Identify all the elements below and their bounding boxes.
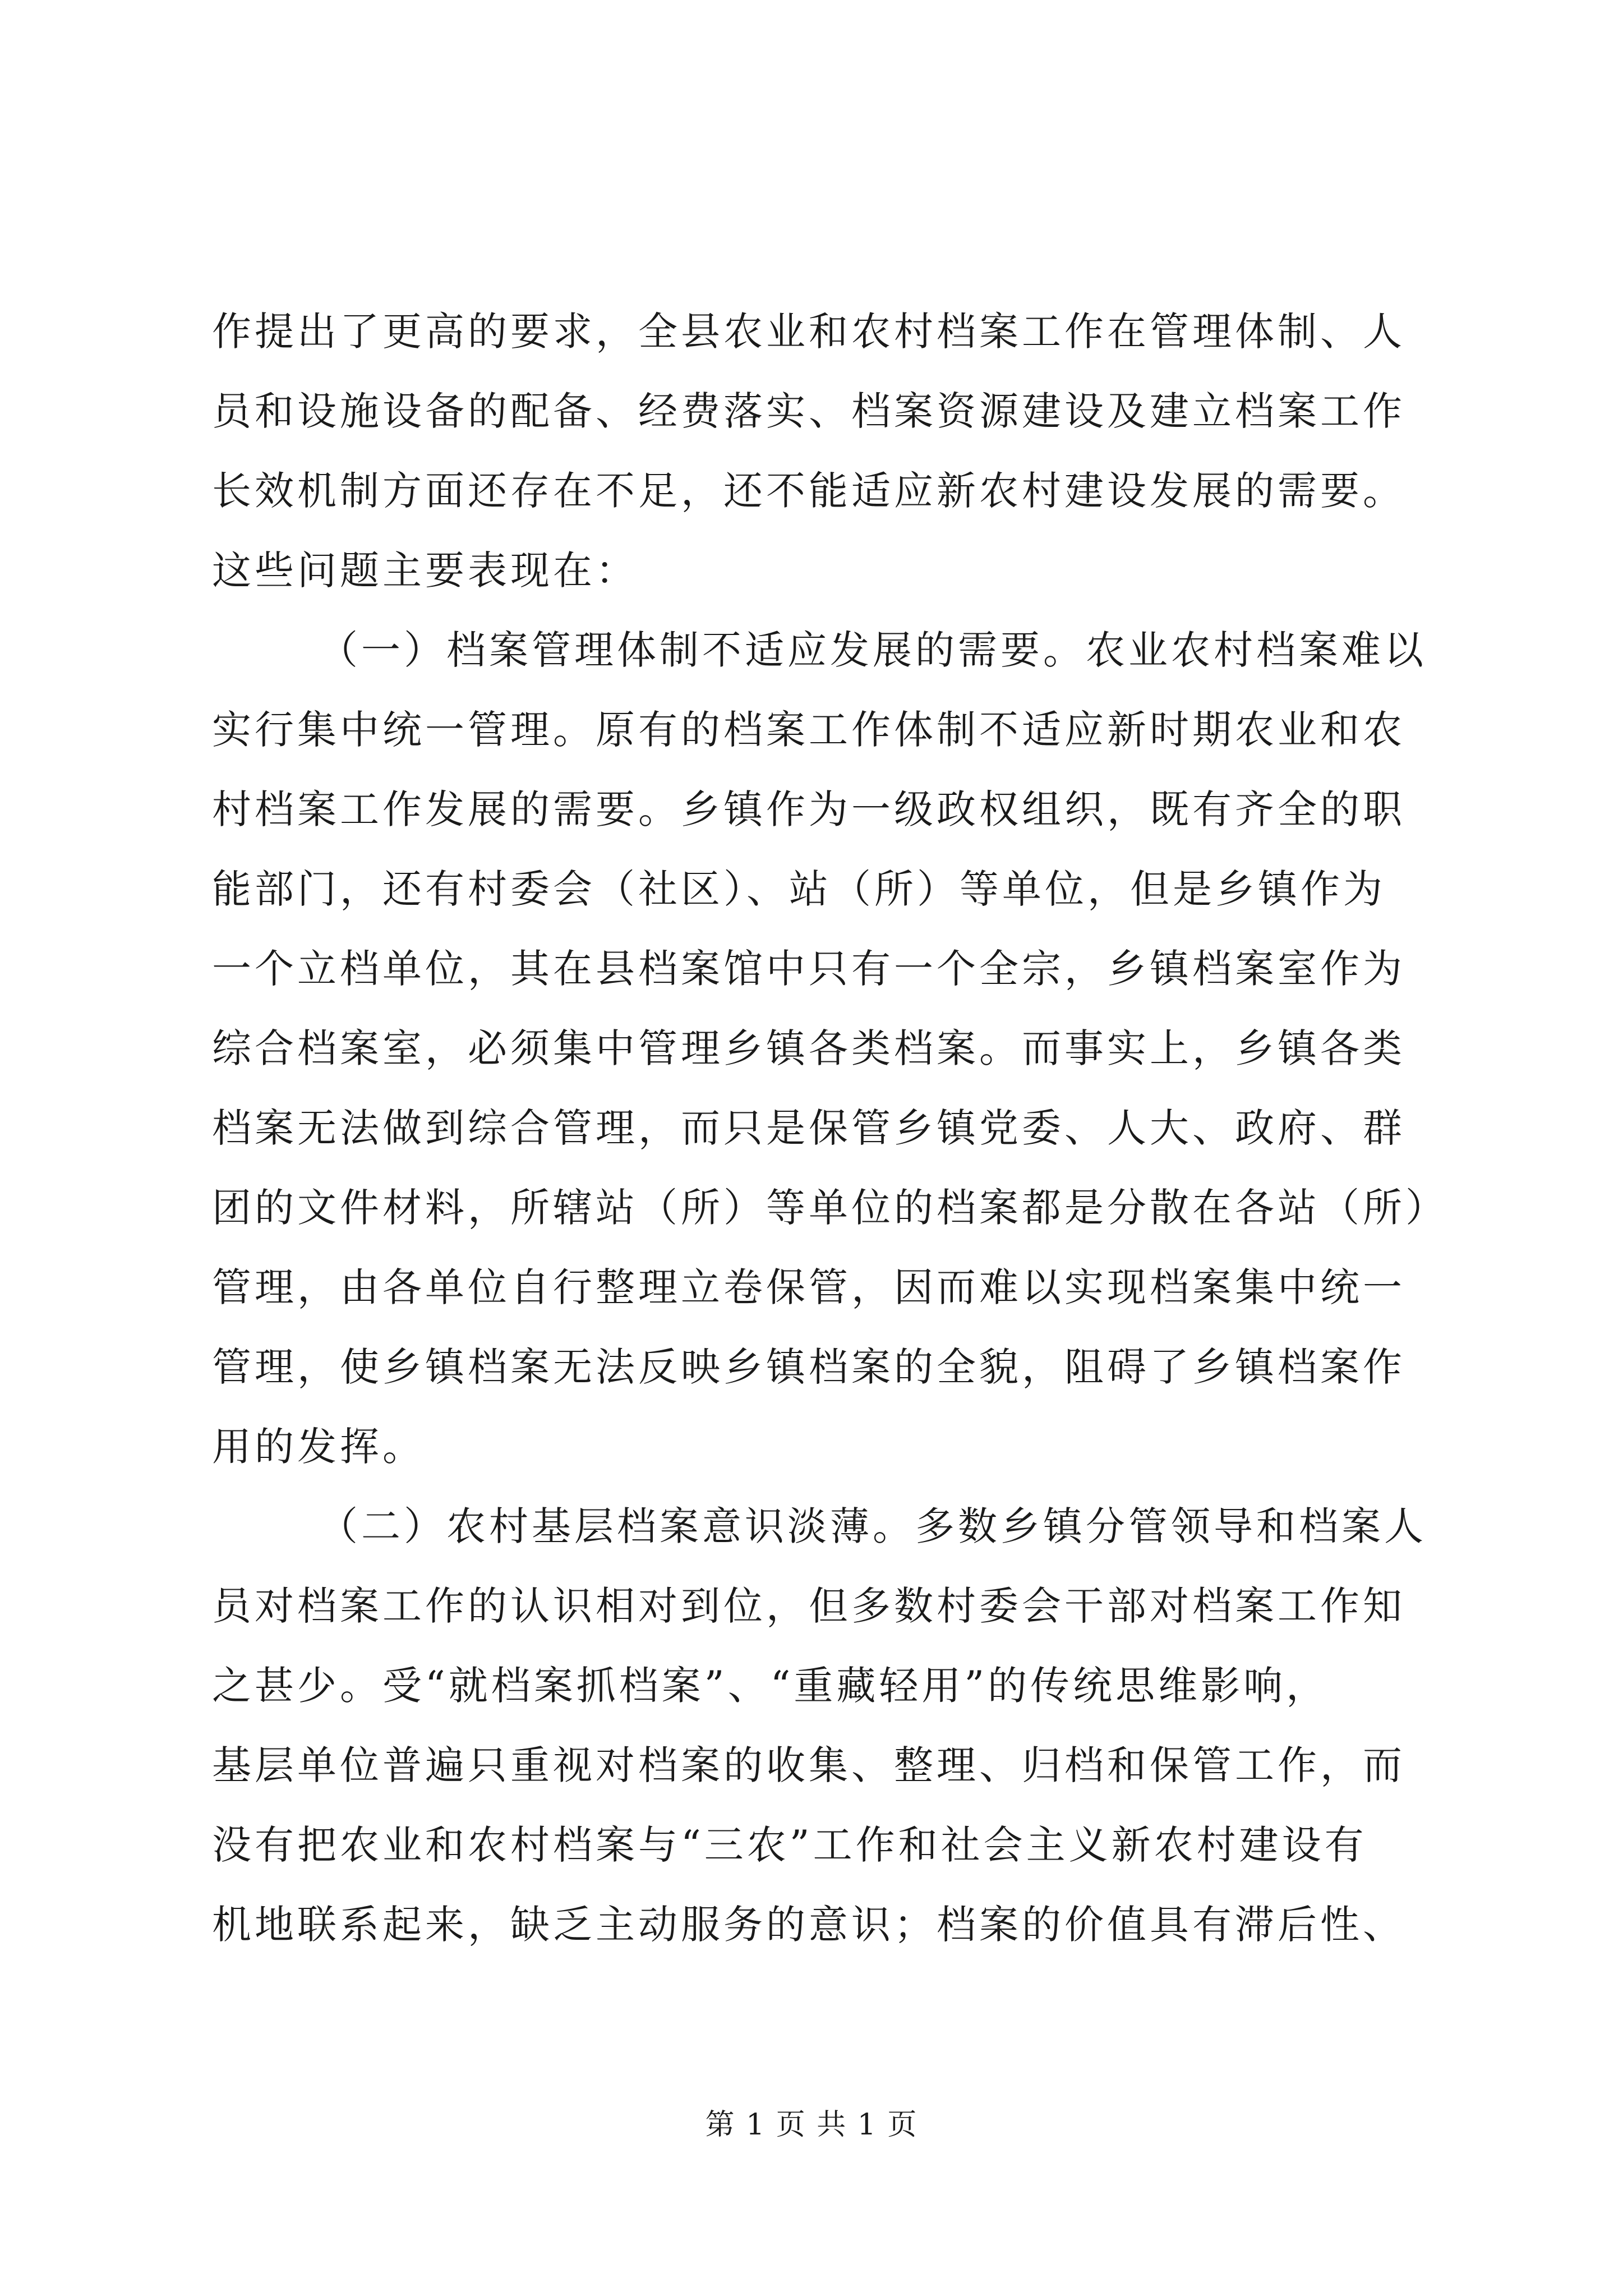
- text-line: 一个立档单位，其在县档案馆中只有一个全宗，乡镇档案室作为: [212, 946, 1405, 992]
- text-line: 村档案工作发展的需要。乡镇作为一级政权组织，既有齐全的职: [212, 786, 1405, 832]
- section-heading-line: （一）档案管理体制不适应发展的需要。农业农村档案难以: [319, 627, 1427, 673]
- section-heading-line: （二）农村基层档案意识淡薄。多数乡镇分管领导和档案人: [319, 1503, 1427, 1549]
- text-line: 团的文件材料，所辖站（所）等单位的档案都是分散在各站（所）: [212, 1185, 1448, 1231]
- text-line: 实行集中统一管理。原有的档案工作体制不适应新时期农业和农: [212, 707, 1405, 753]
- text-line: 用的发挥。: [212, 1424, 425, 1470]
- text-line: 档案无法做到综合管理，而只是保管乡镇党委、人大、政府、群: [212, 1105, 1405, 1151]
- text-line: 能部门，还有村委会（社区）、站（所）等单位，但是乡镇作为: [212, 866, 1386, 912]
- text-line: 机地联系起来，缺乏主动服务的意识；档案的价值具有滞后性、: [212, 1902, 1405, 1948]
- page-number: 第 1 页 共 1 页: [705, 2108, 918, 2142]
- page-footer: [0, 2101, 1623, 2143]
- body-text: [212, 292, 1448, 1964]
- text-line: 之甚少。受“就档案抓档案”、“重藏轻用”的传统思维影响，: [212, 1663, 1329, 1709]
- text-line: 员和设施设备的配备、经费落实、档案资源建设及建立档案工作: [212, 388, 1405, 434]
- text-line: 管理，使乡镇档案无法反映乡镇档案的全貌，阻碍了乡镇档案作: [212, 1344, 1405, 1390]
- text-line: 作提出了更高的要求，全县农业和农村档案工作在管理体制、人: [212, 309, 1405, 355]
- text-line: 员对档案工作的认识相对到位，但多数村委会干部对档案工作知: [212, 1583, 1405, 1629]
- text-line: 基层单位普遍只重视对档案的收集、整理、归档和保管工作，而: [212, 1742, 1405, 1788]
- text-line: 管理，由各单位自行整理立卷保管，因而难以实现档案集中统一: [212, 1264, 1405, 1310]
- text-line: 这些问题主要表现在：: [212, 547, 638, 593]
- text-line: 没有把农业和农村档案与“三农”工作和社会主义新农村建设有: [212, 1822, 1367, 1868]
- text-line: 长效机制方面还存在不足，还不能适应新农村建设发展的需要。: [212, 468, 1405, 514]
- text-line: 综合档案室，必须集中管理乡镇各类档案。而事实上，乡镇各类: [212, 1025, 1405, 1071]
